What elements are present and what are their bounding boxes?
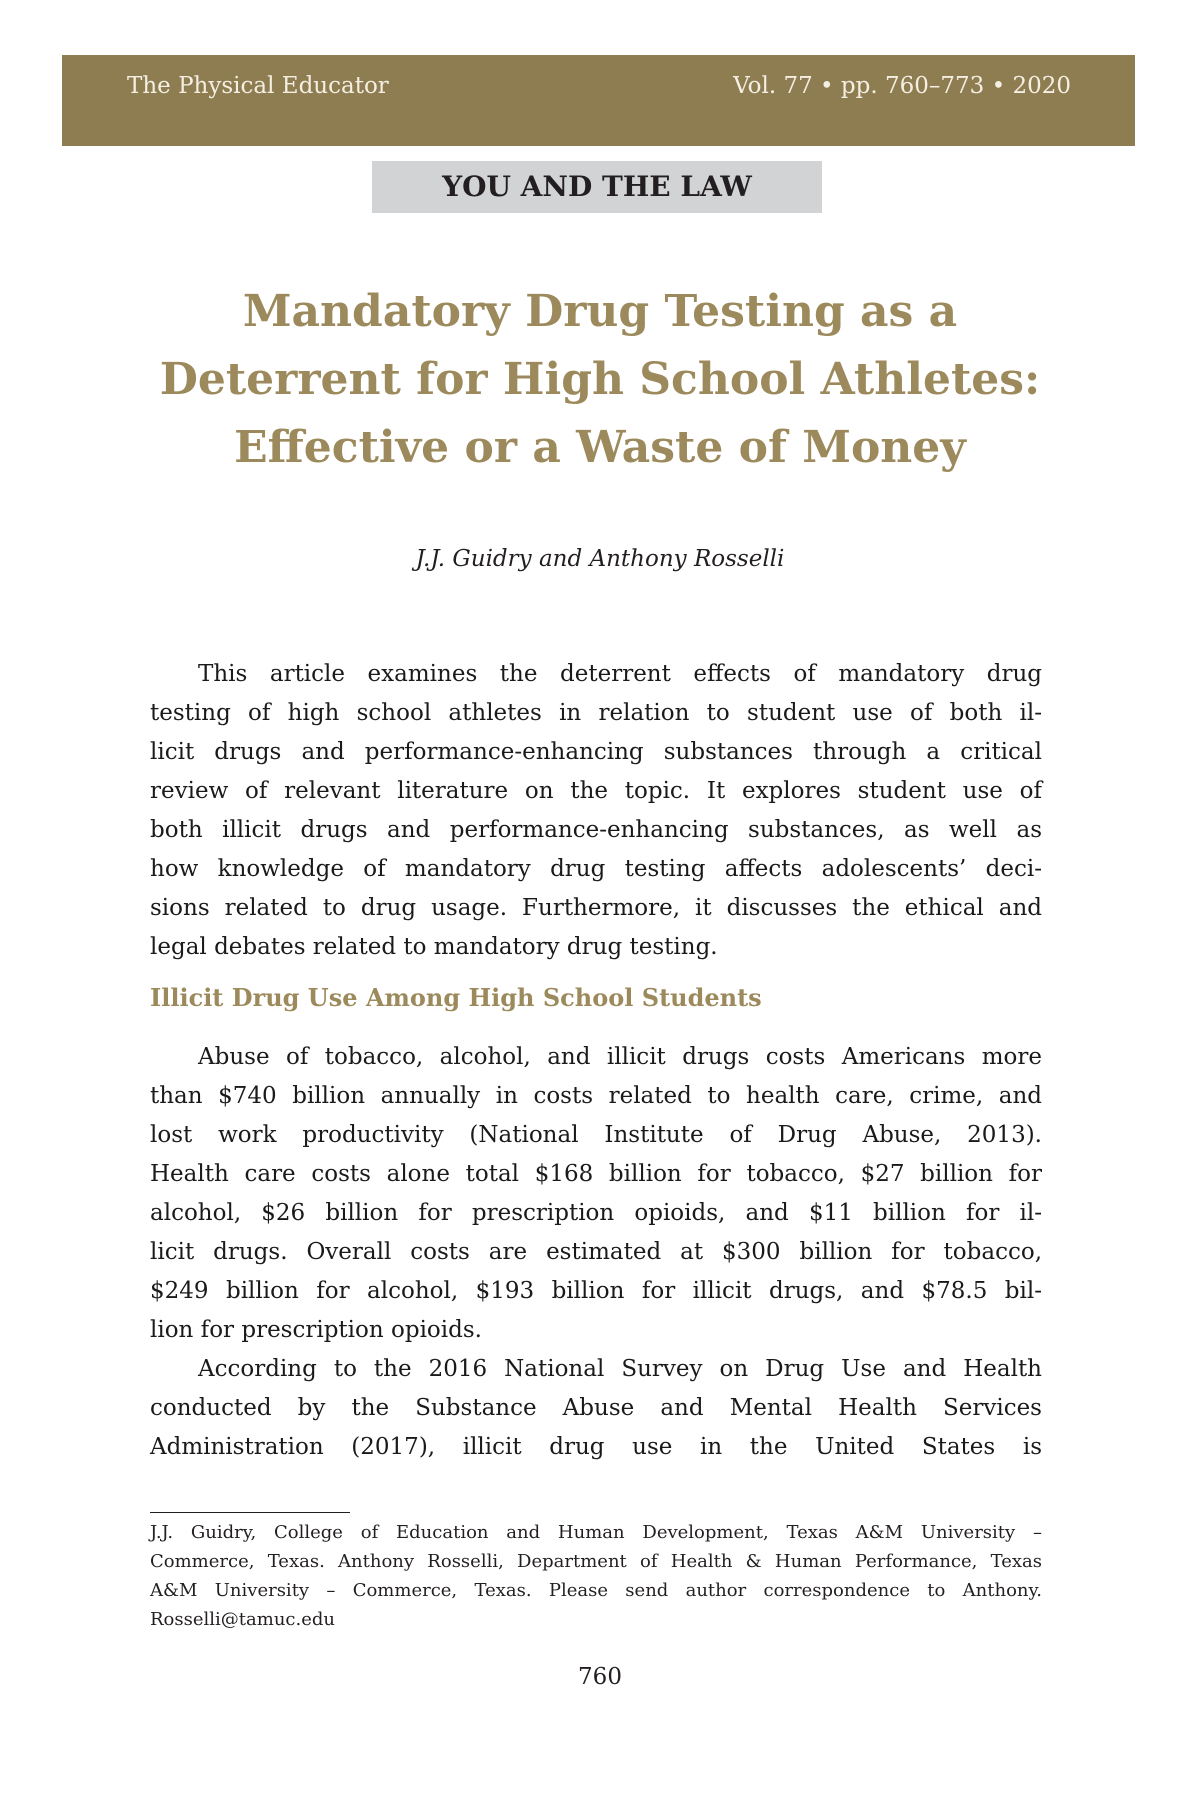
- article-title: [100, 278, 1100, 482]
- page-number: 760: [578, 1664, 622, 1690]
- title-line: Mandatory Drug Testing as a: [242, 286, 958, 337]
- author-footnote: [150, 1518, 1042, 1634]
- text-line: lion for prescription opioids.: [150, 1317, 482, 1343]
- footnote-line: A&M University – Commerce, Texas. Please send author correspondence to Anthony.: [150, 1580, 1042, 1601]
- footnote-divider: [150, 1512, 350, 1513]
- text-line: than $740 billion annually in costs related to health care, crime, and: [150, 1083, 1042, 1109]
- text-line: Abuse of tobacco, alcohol, and illicit drugs costs Americans more: [198, 1044, 1042, 1070]
- text-line: testing of high school athletes in relation to student use of both il-: [150, 700, 1042, 726]
- title-line: Effective or a Waste of Money: [234, 422, 966, 473]
- journal-volume-pages-year: Vol. 77 • pp. 760–773 • 2020: [733, 73, 1071, 99]
- text-line: Administration (2017), illicit drug use in the United States is: [150, 1434, 1042, 1460]
- footnote-line: Commerce, Texas. Anthony Rosselli, Department of Health & Human Performance, Texas: [150, 1551, 1042, 1572]
- abstract-paragraph: [150, 655, 1042, 967]
- text-line: alcohol, $26 billion for prescription opioids, and $11 billion for il-: [150, 1200, 1042, 1226]
- section-label: YOU AND THE LAW: [372, 161, 822, 213]
- text-line: legal debates related to mandatory drug testing.: [150, 934, 718, 960]
- text-line: This article examines the deterrent effects of mandatory drug: [198, 661, 1042, 687]
- text-line: sions related to drug usage. Furthermore, it discusses the ethical and: [150, 895, 1042, 921]
- text-line: conducted by the Substance Abuse and Mental Health Services: [150, 1395, 1042, 1421]
- text-line: both illicit drugs and performance-enhancing substances, as well as: [150, 817, 1042, 843]
- journal-header-band: [62, 55, 1135, 146]
- body-paragraph: [150, 1038, 1042, 1350]
- title-line: Deterrent for High School Athletes:: [159, 354, 1041, 405]
- text-line: lost work productivity (National Institute of Drug Abuse, 2013).: [150, 1122, 1042, 1148]
- body-paragraph: [150, 1350, 1042, 1467]
- text-line: licit drugs and performance-enhancing substances through a critical: [150, 739, 1042, 765]
- footnote-line: J.J. Guidry, College of Education and Human Development, Texas A&M University –: [150, 1522, 1042, 1543]
- text-line: review of relevant literature on the topic. It explores student use of: [150, 778, 1042, 804]
- section-heading: Illicit Drug Use Among High School Students: [150, 983, 762, 1012]
- text-line: how knowledge of mandatory drug testing affects adolescents’ deci-: [150, 856, 1042, 882]
- text-line: licit drugs. Overall costs are estimated at $300 billion for tobacco,: [150, 1239, 1042, 1265]
- text-line: $249 billion for alcohol, $193 billion for illicit drugs, and $78.5 bil-: [150, 1278, 1042, 1304]
- article-authors: J.J. Guidry and Anthony Rosselli: [415, 546, 785, 572]
- text-line: Health care costs alone total $168 billion for tobacco, $27 billion for: [150, 1161, 1042, 1187]
- footnote-line: Rosselli@tamuc.edu: [150, 1609, 335, 1630]
- journal-name: The Physical Educator: [127, 73, 389, 99]
- text-line: According to the 2016 National Survey on Drug Use and Health: [198, 1356, 1042, 1382]
